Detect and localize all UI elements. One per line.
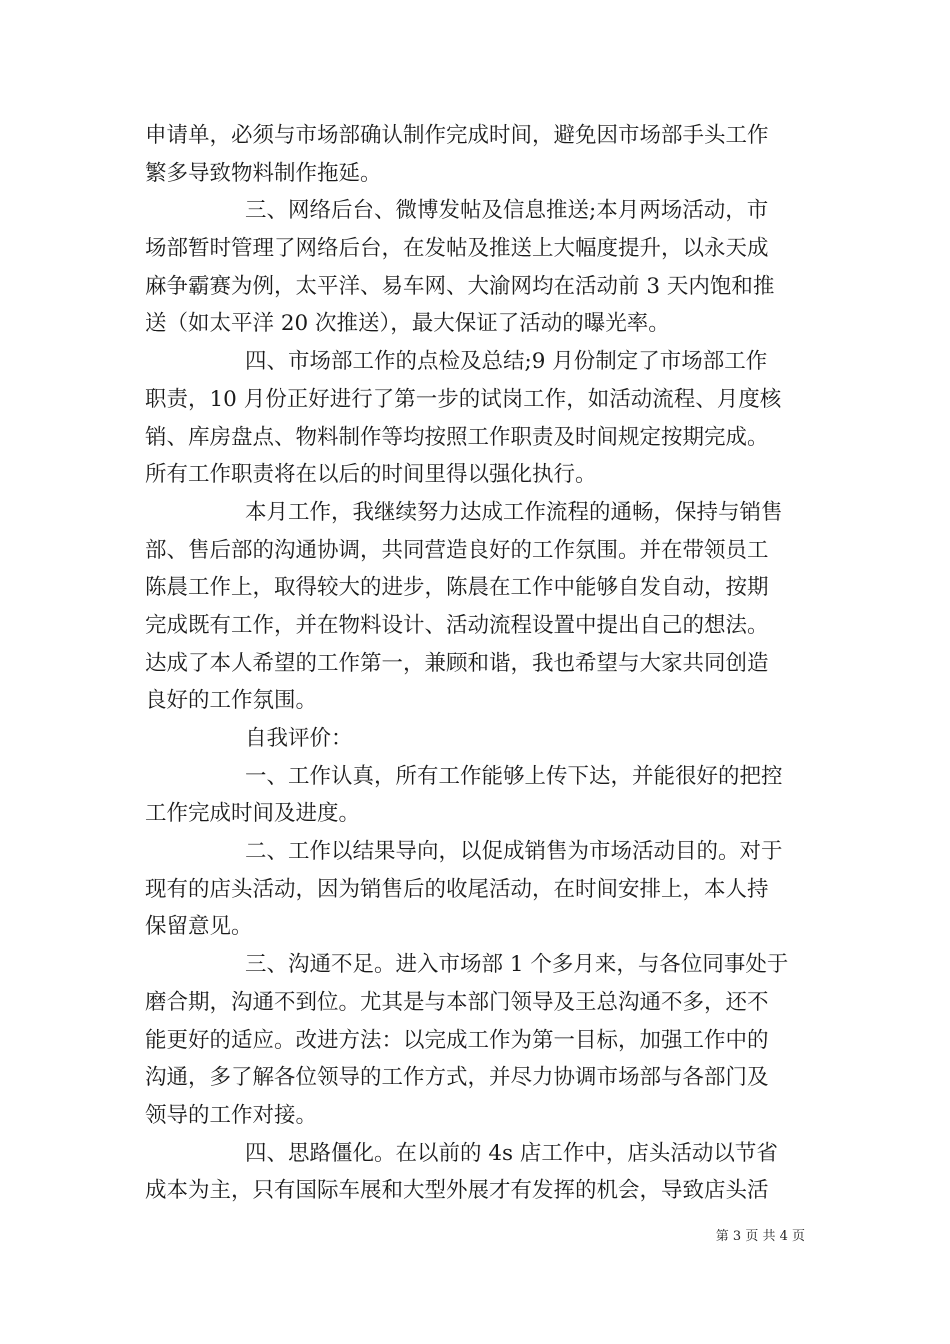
paragraph-line: 麻争霸赛为例，太平洋、易车网、大渝网均在活动前 3 天内饱和推: [145, 273, 775, 299]
paragraph-line: 成本为主，只有国际车展和大型外展才有发挥的机会，导致店头活: [145, 1178, 769, 1204]
paragraph-line: 繁多导致物料制作拖延。: [145, 160, 382, 186]
paragraph-first-line: 本月工作，我继续努力达成工作流程的通畅，保持与销售: [245, 499, 783, 525]
paragraph-line: 工作完成时间及进度。: [145, 801, 361, 827]
paragraph-line: 能更好的适应。改进方法：以完成工作为第一目标，加强工作中的: [145, 1027, 769, 1053]
paragraph-line: 磨合期，沟通不到位。尤其是与本部门领导及王总沟通不多，还不: [145, 989, 769, 1015]
paragraph-line: 领导的工作对接。: [145, 1102, 318, 1128]
paragraph-line: 良好的工作氛围。: [145, 688, 318, 714]
paragraph-line: 申请单，必须与市场部确认制作完成时间，避免因市场部手头工作: [145, 123, 769, 148]
paragraph-line: 达成了本人希望的工作第一，兼顾和谐，我也希望与大家共同创造: [145, 650, 769, 676]
paragraph-line: 沟通，多了解各位领导的工作方式，并尽力协调市场部与各部门及: [145, 1065, 769, 1091]
paragraph-first-line: 四、市场部工作的点检及总结;9 月份制定了市场部工作: [245, 349, 768, 375]
paragraph-line: 职责，10 月份正好进行了第一步的试岗工作，如活动流程、月度核: [145, 386, 782, 412]
document-body: [145, 117, 815, 1210]
paragraph-line: 场部暂时管理了网络后台，在发帖及推送上大幅度提升，以永天成: [145, 236, 769, 262]
paragraph-line: 陈晨工作上，取得较大的进步，陈晨在工作中能够自发自动，按期: [145, 575, 769, 601]
paragraph-line: 保留意见。: [145, 914, 253, 940]
paragraph-line: 送（如太平洋 20 次推送），最大保证了活动的曝光率。: [145, 311, 670, 337]
paragraph-line: 部、售后部的沟通协调，共同营造良好的工作氛围。并在带领员工: [145, 537, 769, 563]
paragraph-line: 所有工作职责将在以后的时间里得以强化执行。: [145, 462, 597, 488]
paragraph-line: 现有的店头活动，因为销售后的收尾活动，在时间安排上，本人持: [145, 876, 769, 902]
paragraph-line: 完成既有工作，并在物料设计、活动流程设置中提出自己的想法。: [145, 612, 769, 638]
paragraph-first-line: 四、思路僵化。在以前的 4s 店工作中，店头活动以节省: [245, 1140, 778, 1166]
paragraph-line: 销、库房盘点、物料制作等均按照工作职责及时间规定按期完成。: [145, 424, 769, 450]
paragraph-first-line: 一、工作认真，所有工作能够上传下达，并能很好的把控: [245, 763, 783, 789]
page-number: 第 3 页 共 4 页: [715, 1229, 805, 1244]
paragraph-first-line: 自我评价：: [245, 726, 353, 751]
paragraph-first-line: 三、网络后台、微博发帖及信息推送;本月两场活动，市: [245, 198, 769, 224]
paragraph-first-line: 二、工作以结果导向，以促成销售为市场活动目的。对于: [245, 839, 783, 865]
paragraph-first-line: 三、沟通不足。进入市场部 1 个多月来，与各位同事处于: [245, 952, 789, 978]
